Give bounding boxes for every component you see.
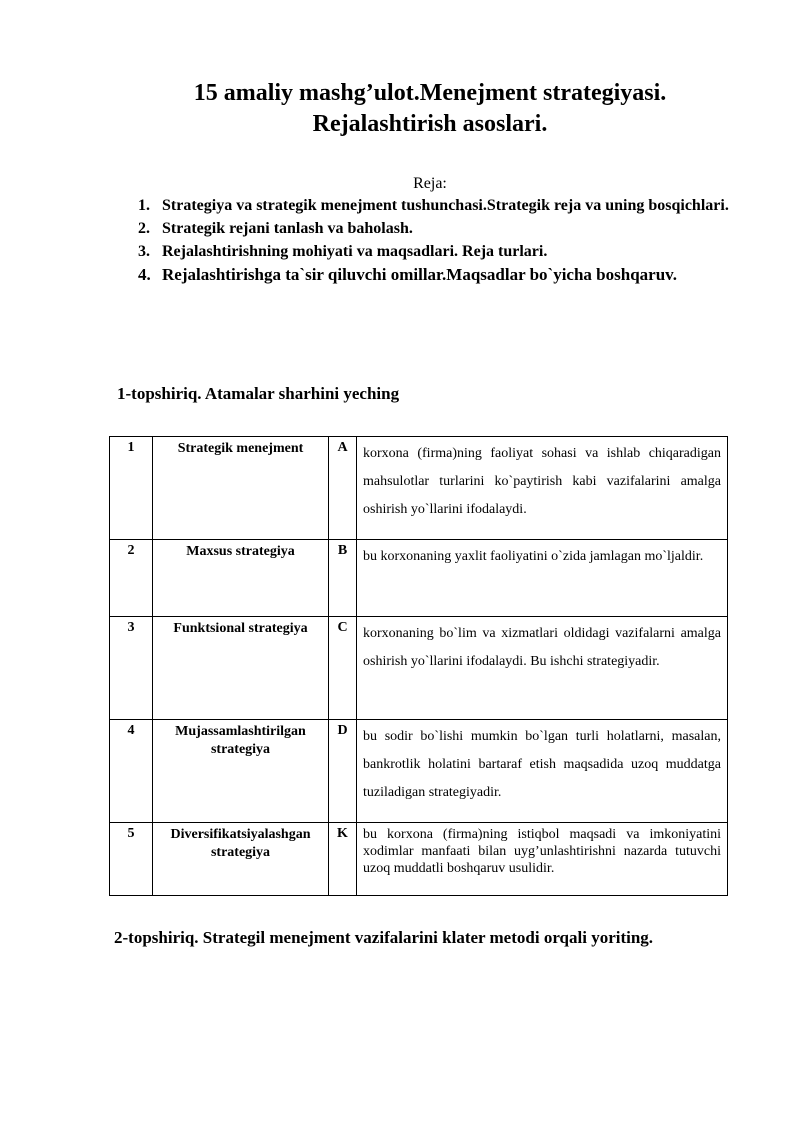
letter-cell: K bbox=[329, 823, 357, 896]
definition-cell: bu korxona (firma)ning istiqbol maqsadi va imkoniyatini xodimlar manfaati bilan uyg’unlashtirishni nazarda tutuvchi uzoq muddatli boshqaruv usulidir. bbox=[357, 823, 728, 896]
table-row bbox=[110, 823, 728, 896]
plan-item-number: 2. bbox=[138, 220, 150, 237]
title-line-1: 15 amaliy mashg’ulot.Menejment strategiyasi. bbox=[193, 80, 667, 106]
definition-cell: korxonaning bo`lim va xizmatlari oldidagi vazifalarni amalga oshirish yo`llarini ifodalaydi. Bu ishchi strategiyadir. bbox=[357, 617, 728, 720]
plan-label: Reja: bbox=[413, 175, 447, 192]
row-number: 1 bbox=[110, 437, 153, 540]
definition-cell: bu sodir bo`lishi mumkin bo`lgan turli holatlarni, masalan, bankrotlik holatini bartaraf etish maqsadida uzoq muddatga tuziladigan strategiyadir. bbox=[357, 720, 728, 823]
table-row bbox=[110, 437, 728, 540]
task1-heading: 1-topshiriq. Atamalar sharhini yeching bbox=[117, 384, 400, 403]
plan-item-text: Strategik rejani tanlash va baholash. bbox=[162, 220, 413, 237]
plan-item bbox=[138, 194, 758, 217]
plan-item bbox=[138, 240, 758, 263]
letter-cell: A bbox=[329, 437, 357, 540]
row-number: 5 bbox=[110, 823, 153, 896]
table-row bbox=[110, 540, 728, 617]
plan-item-number: 4. bbox=[138, 265, 151, 284]
terms-table bbox=[109, 436, 728, 896]
row-number: 3 bbox=[110, 617, 153, 720]
plan-item-text: Rejalashtirishga ta`sir qiluvchi omillar.Maqsadlar bo`yicha boshqaruv. bbox=[162, 265, 677, 284]
plan-item-text: Rejalashtirishning mohiyati va maqsadlari. Reja turlari. bbox=[162, 243, 548, 260]
definition-cell: bu korxonaning yaxlit faoliyatini o`zida jamlagan mo`ljaldir. bbox=[357, 540, 728, 617]
table-row bbox=[110, 720, 728, 823]
table-row bbox=[110, 617, 728, 720]
letter-cell: D bbox=[329, 720, 357, 823]
plan-item bbox=[138, 217, 758, 240]
letter-cell: B bbox=[329, 540, 357, 617]
row-number: 2 bbox=[110, 540, 153, 617]
task2-heading: 2-topshiriq. Strategil menejment vazifalarini klater metodi orqali yoriting. bbox=[114, 928, 654, 947]
plan-item bbox=[138, 263, 758, 286]
plan-item-number: 3. bbox=[138, 243, 150, 260]
row-number: 4 bbox=[110, 720, 153, 823]
term-cell: Funktsional strategiya bbox=[153, 617, 329, 720]
plan-list bbox=[138, 194, 758, 286]
term-cell: Maxsus strategiya bbox=[153, 540, 329, 617]
term-cell: Mujassamlashtirilgan strategiya bbox=[153, 720, 329, 823]
document-title bbox=[100, 78, 760, 140]
term-cell: Strategik menejment bbox=[153, 437, 329, 540]
letter-cell: C bbox=[329, 617, 357, 720]
title-line-2: Rejalashtirish asoslari. bbox=[312, 111, 548, 137]
term-cell: Diversifikatsiyalashgan strategiya bbox=[153, 823, 329, 896]
definition-cell: korxona (firma)ning faoliyat sohasi va ishlab chiqaradigan mahsulotlar turlarini ko`paytirish kabi vazifalarini amalga oshirish yo`llarini ifodalaydi. bbox=[357, 437, 728, 540]
plan-item-number: 1. bbox=[138, 197, 150, 214]
plan-item-text: Strategiya va strategik menejment tushunchasi.Strategik reja va uning bosqichlari. bbox=[162, 197, 729, 214]
